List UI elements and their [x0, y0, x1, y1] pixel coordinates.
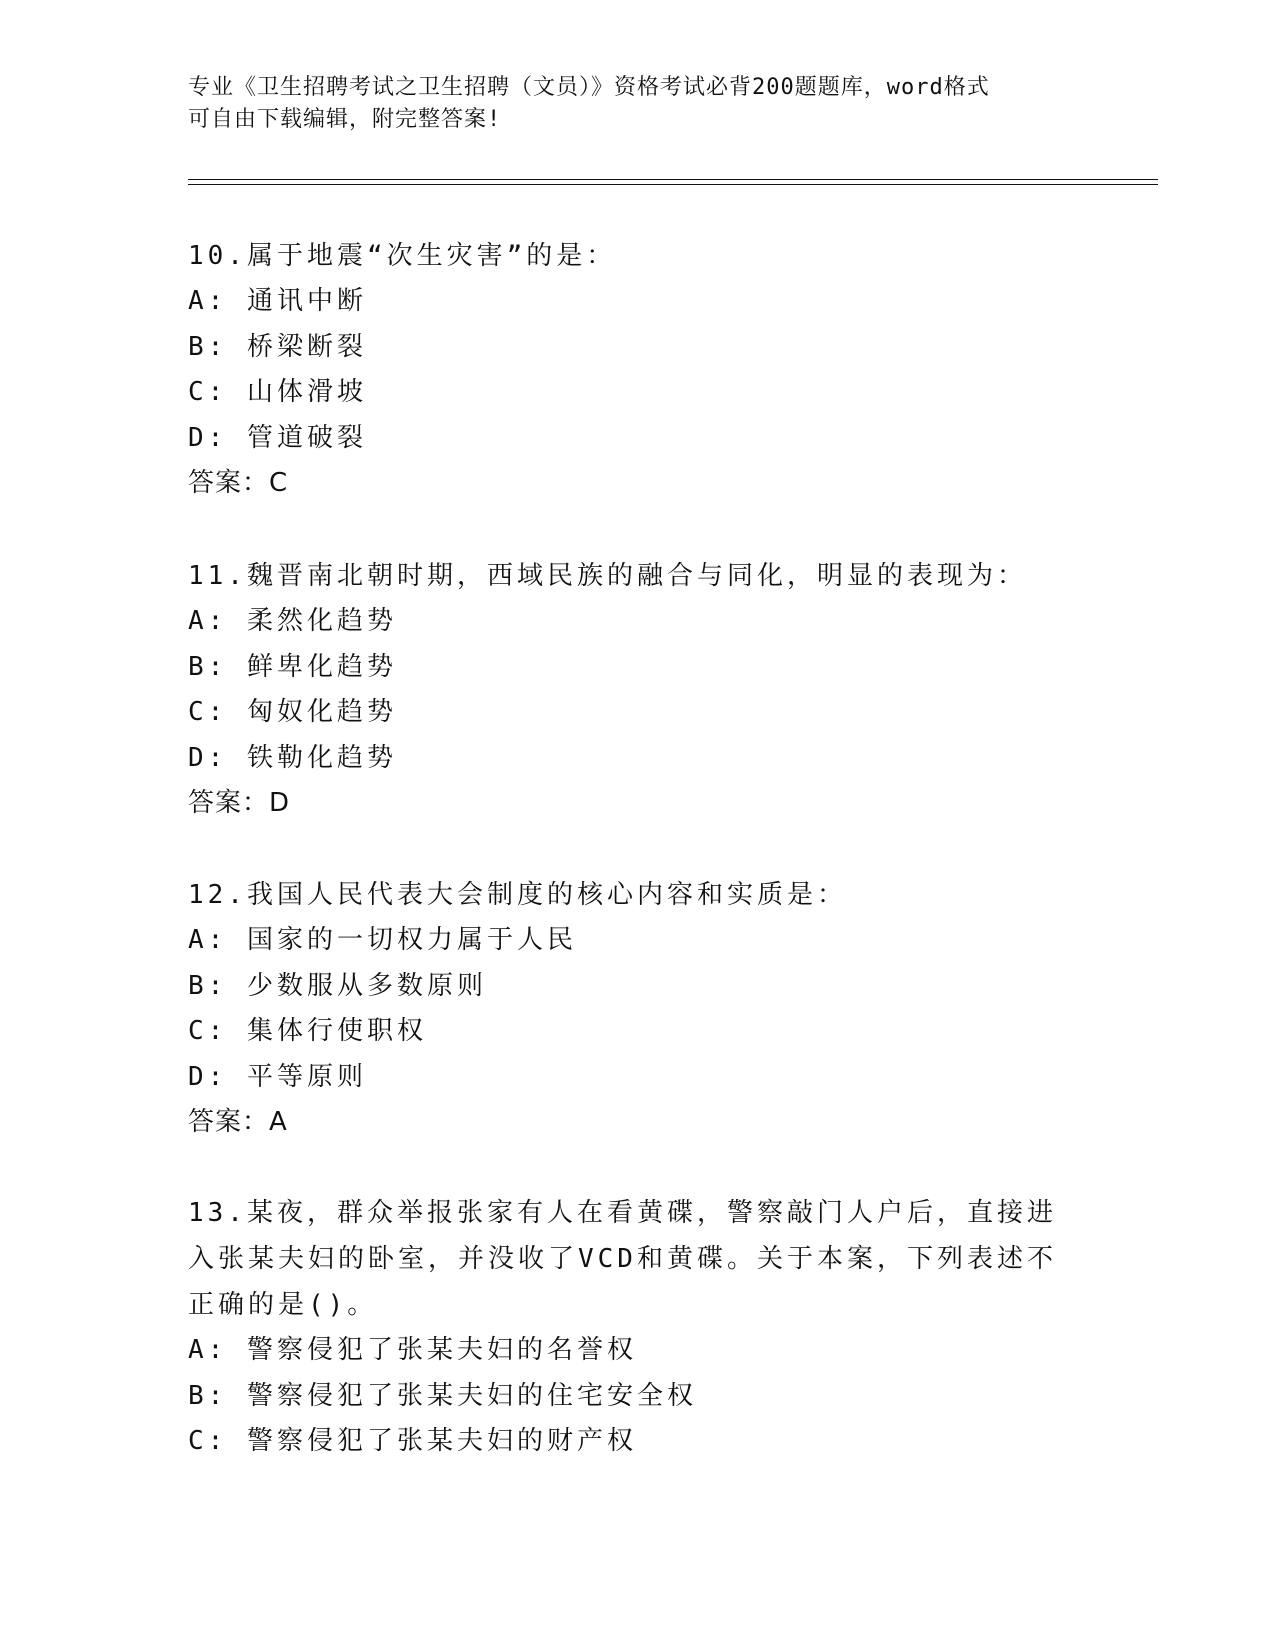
question-text: 11.魏晋南北朝时期，西域民族的融合与同化，明显的表现为： — [188, 561, 1027, 591]
option-c: C: 山体滑坡 — [188, 377, 367, 407]
question-text: 10.属于地震“次生灾害”的是： — [188, 241, 617, 271]
option-b: B: 少数服从多数原则 — [188, 970, 487, 1001]
option-c: C: 警察侵犯了张某夫妇的财产权 — [188, 1426, 637, 1456]
option-a: A: 国家的一切权力属于人民 — [188, 925, 577, 955]
option-b: B: 桥梁断裂 — [188, 331, 367, 362]
question-text: 12.我国人民代表大会制度的核心内容和实质是： — [188, 880, 847, 910]
option-c: C: 集体行使职权 — [188, 1016, 427, 1046]
header-line-2: 可自由下载编辑，附完整答案! — [188, 107, 502, 132]
header-divider-bottom — [188, 184, 1158, 185]
option-b: B: 警察侵犯了张某夫妇的住宅安全权 — [188, 1380, 697, 1411]
answer: 答案：D — [188, 788, 291, 818]
option-b: B: 鲜卑化趋势 — [188, 651, 397, 682]
option-c: C: 匈奴化趋势 — [188, 697, 397, 727]
header-line-1: 专业《卫生招聘考试之卫生招聘（文员）》资格考试必背200题题库，word格式 — [188, 75, 990, 100]
header-divider-top — [188, 179, 1158, 180]
option-a: A: 通讯中断 — [188, 286, 367, 316]
option-a: A: 柔然化趋势 — [188, 606, 397, 636]
answer: 答案：A — [188, 1107, 288, 1137]
document-header — [188, 72, 1088, 136]
question-12 — [188, 872, 1088, 1146]
option-d: D: 管道破裂 — [188, 422, 367, 453]
option-d: D: 铁勒化趋势 — [188, 742, 397, 773]
question-13 — [188, 1190, 1088, 1465]
question-text: 13.某夜，群众举报张家有人在看黄碟，警察敲门人户后，直接进入张某夫妇的卧室，并没收了VCD和黄碟。关于本案，下列表述不正确的是()。 — [188, 1198, 1057, 1320]
option-d: D: 平等原则 — [188, 1061, 367, 1092]
option-a: A: 警察侵犯了张某夫妇的名誉权 — [188, 1335, 637, 1365]
question-10 — [188, 233, 1088, 507]
answer: 答案：C — [188, 468, 289, 498]
question-11 — [188, 553, 1088, 827]
